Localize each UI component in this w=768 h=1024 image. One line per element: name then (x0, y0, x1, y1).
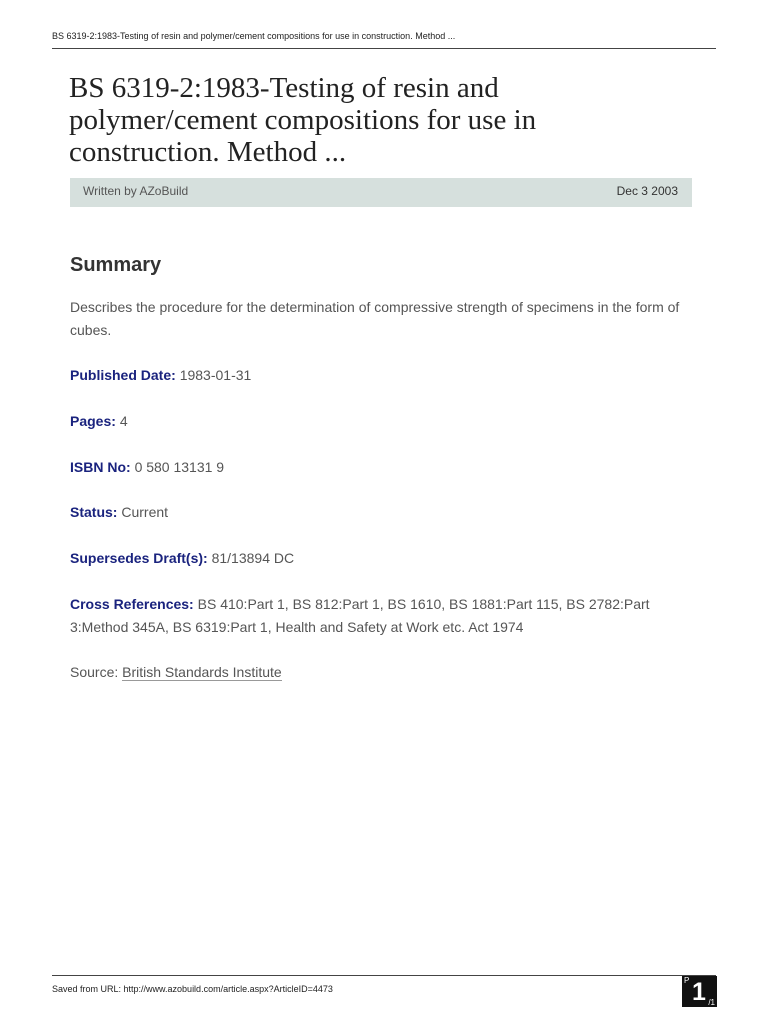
header-divider (52, 48, 716, 49)
pages-value: 4 (119, 413, 128, 429)
source-link[interactable]: British Standards Institute (122, 664, 282, 680)
summary-text: Describes the procedure for the determination of compressive strength of specimens in the form of cubes. (70, 299, 680, 338)
byline-date: Dec 3 2003 (616, 184, 678, 198)
pages-field (70, 410, 700, 433)
published-date-field (70, 364, 700, 387)
isbn-label: ISBN No: (70, 459, 131, 475)
summary-heading: Summary (70, 254, 162, 276)
page-number-badge (682, 976, 717, 1007)
byline-author: Written by AZoBuild (83, 184, 189, 198)
status-label: Status: (70, 504, 118, 520)
supersedes-label: Supersedes Draft(s): (70, 550, 208, 566)
running-header: BS 6319-2:1983-Testing of resin and polymer/cement compositions for use in construction. Method ... (52, 31, 456, 41)
status-field (70, 501, 700, 524)
isbn-field (70, 456, 700, 479)
footer-divider (52, 975, 716, 976)
page-total: /1 (708, 998, 715, 1007)
byline-bar (70, 178, 692, 207)
cross-references-label: Cross References: (70, 596, 194, 612)
supersedes-value: 81/13894 DC (211, 550, 295, 566)
article-title: BS 6319-2:1983-Testing of resin and polymer/cement compositions for use in construction. Method ... (69, 72, 537, 168)
pages-label: Pages: (70, 413, 116, 429)
page-mark: P (684, 976, 690, 985)
supersedes-field (70, 547, 700, 570)
isbn-value: 0 580 13131 9 (134, 459, 225, 475)
saved-from-url: Saved from URL: http://www.azobuild.com/article.aspx?ArticleID=4473 (52, 984, 333, 994)
source-line (70, 661, 700, 684)
cross-references-field (70, 593, 700, 639)
page-number: 1 (692, 978, 706, 1006)
source-label: Source: (70, 664, 119, 680)
status-value: Current (121, 504, 169, 520)
cross-references-value: BS 410:Part 1, BS 812:Part 1, BS 1610, BS 1881:Part 115, BS 2782:Part 3:Method 345A, BS 6319:Part 1, Health and Safety at Work etc. Act 1974 (70, 596, 650, 635)
published-date-value: 1983-01-31 (179, 367, 252, 383)
published-date-label: Published Date: (70, 367, 176, 383)
